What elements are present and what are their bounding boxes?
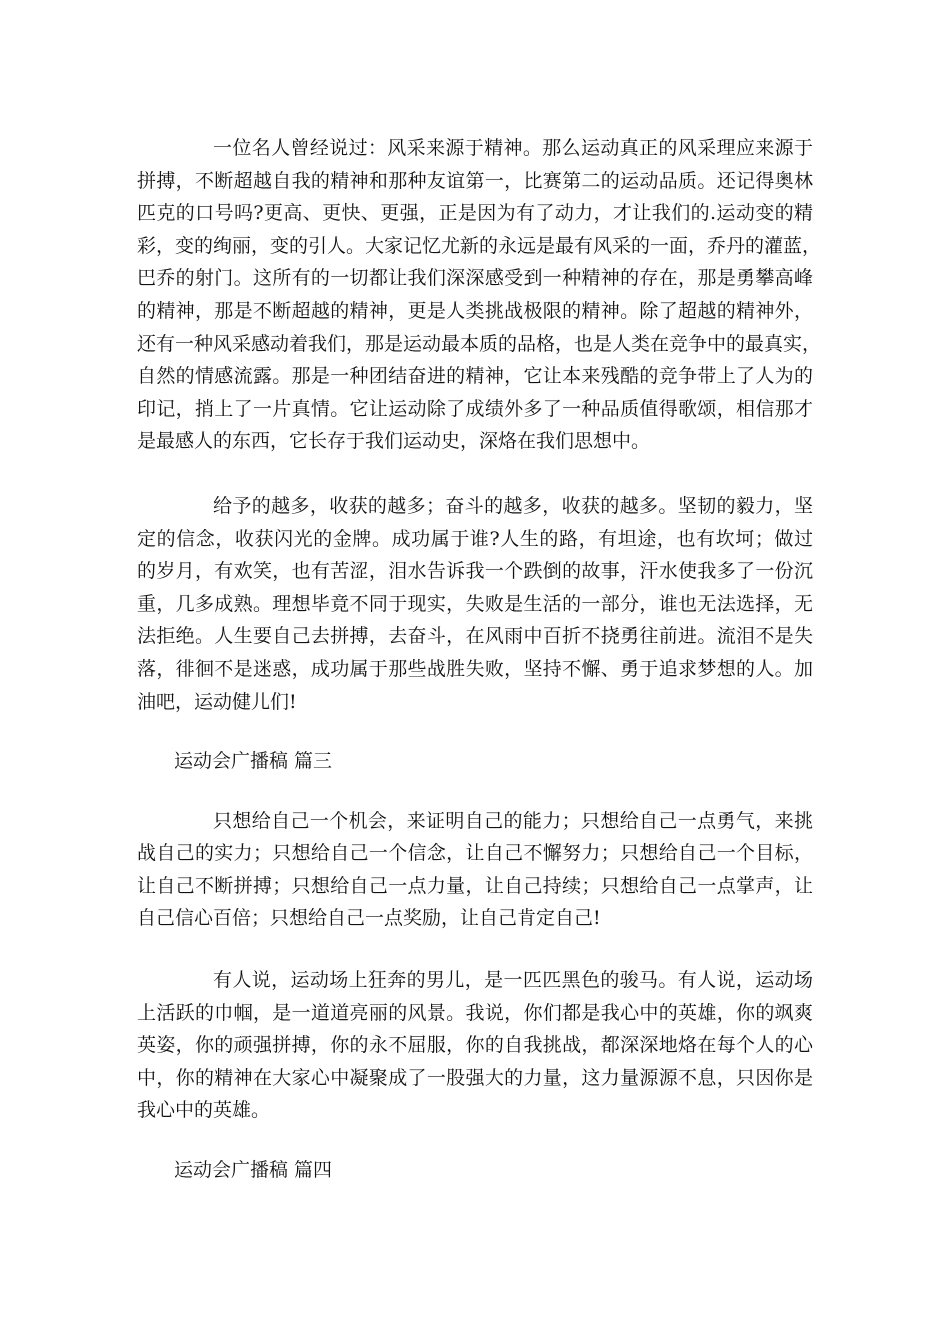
text-line: 给予的越多，收获的越多；奋斗的越多，收获的越多。坚韧的毅力，坚 — [213, 494, 813, 517]
text-line: 一位名人曾经说过：风采来源于精神。那么运动真正的风采理应来源于 — [213, 137, 813, 159]
paragraph-spirit — [137, 132, 822, 458]
text-line: 自然的情感流露。那是一种团结奋进的精神，它让本来残酷的竞争带上了人为的 — [137, 365, 813, 388]
text-line: 匹克的口号吗?更高、更快、更强，正是因为有了动力，才让我们的.运动变的精 — [137, 202, 813, 225]
text-line: 只想给自己一个机会，来证明自己的能力；只想给自己一点勇气，来挑 — [213, 809, 813, 832]
text-line: 的精神，那是不断超越的精神，更是人类挑战极限的精神。除了超越的精神外， — [137, 299, 813, 322]
paragraph-heroes — [137, 964, 813, 1127]
text-line: 巴乔的射门。这所有的一切都让我们深深感受到一种精神的存在，那是勇攀高峰 — [137, 267, 813, 290]
text-line: 英姿，你的顽强拼搏，你的永不屈服，你的自我挑战，都深深地烙在每个人的心 — [137, 1034, 813, 1057]
text-line: 的岁月，有欢笑，也有苦涩，泪水告诉我一个跌倒的故事，汗水使我多了一份沉 — [137, 560, 813, 583]
text-line: 我心中的英雄。 — [137, 1099, 271, 1122]
text-line: 彩，变的绚丽，变的引人。大家记忆尤新的永远是最有风采的一面，乔丹的灌蓝， — [137, 234, 822, 257]
text-line: 重，几多成熟。理想毕竟不同于现实，失败是生活的一部分，谁也无法选择，无 — [137, 592, 813, 615]
text-line: 自己信心百倍；只想给自己一点奖励，让自己肯定自己! — [137, 907, 601, 930]
text-line: 有人说，运动场上狂奔的男儿，是一匹匹黑色的骏马。有人说，运动场 — [213, 969, 813, 992]
section-heading-part4: 运动会广播稿 篇四 — [174, 1159, 333, 1182]
document-page — [137, 132, 822, 1187]
text-line: 印记，捎上了一片真情。它让运动除了成绩外多了一种品质值得歌颂，相信那才 — [137, 397, 813, 420]
text-line: 战自己的实力；只想给自己一个信念，让自己不懈努力；只想给自己一个目标， — [137, 842, 813, 865]
text-line: 上活跃的巾帼，是一道道亮丽的风景。我说，你们都是我心中的英雄，你的飒爽 — [137, 1001, 813, 1024]
text-line: 定的信念，收获闪光的金牌。成功属于谁?人生的路，有坦途，也有坎坷；做过 — [137, 527, 813, 550]
paragraph-perseverance — [137, 490, 813, 718]
text-line: 让自己不断拼搏；只想给自己一点力量，让自己持续；只想给自己一点掌声，让 — [137, 874, 813, 897]
text-line: 是最感人的东西，它长存于我们运动史，深烙在我们思想中。 — [137, 430, 651, 453]
paragraph-give-myself — [137, 805, 813, 935]
text-line: 法拒绝。人生要自己去拼搏，去奋斗，在风雨中百折不挠勇往前进。流泪不是失 — [137, 625, 813, 648]
text-line: 油吧，运动健儿们! — [137, 690, 297, 713]
text-line: 拼搏，不断超越自我的精神和那种友谊第一，比赛第二的运动品质。还记得奥林 — [137, 169, 813, 192]
section-heading-part3: 运动会广播稿 篇三 — [174, 750, 333, 773]
text-line: 落，徘徊不是迷惑，成功属于那些战胜失败，坚持不懈、勇于追求梦想的人。加 — [137, 657, 813, 680]
text-line: 中，你的精神在大家心中凝聚成了一股强大的力量，这力量源源不息，只因你是 — [137, 1066, 813, 1089]
text-line: 还有一种风采感动着我们，那是运动最本质的品格，也是人类在竞争中的最真实， — [137, 332, 822, 355]
